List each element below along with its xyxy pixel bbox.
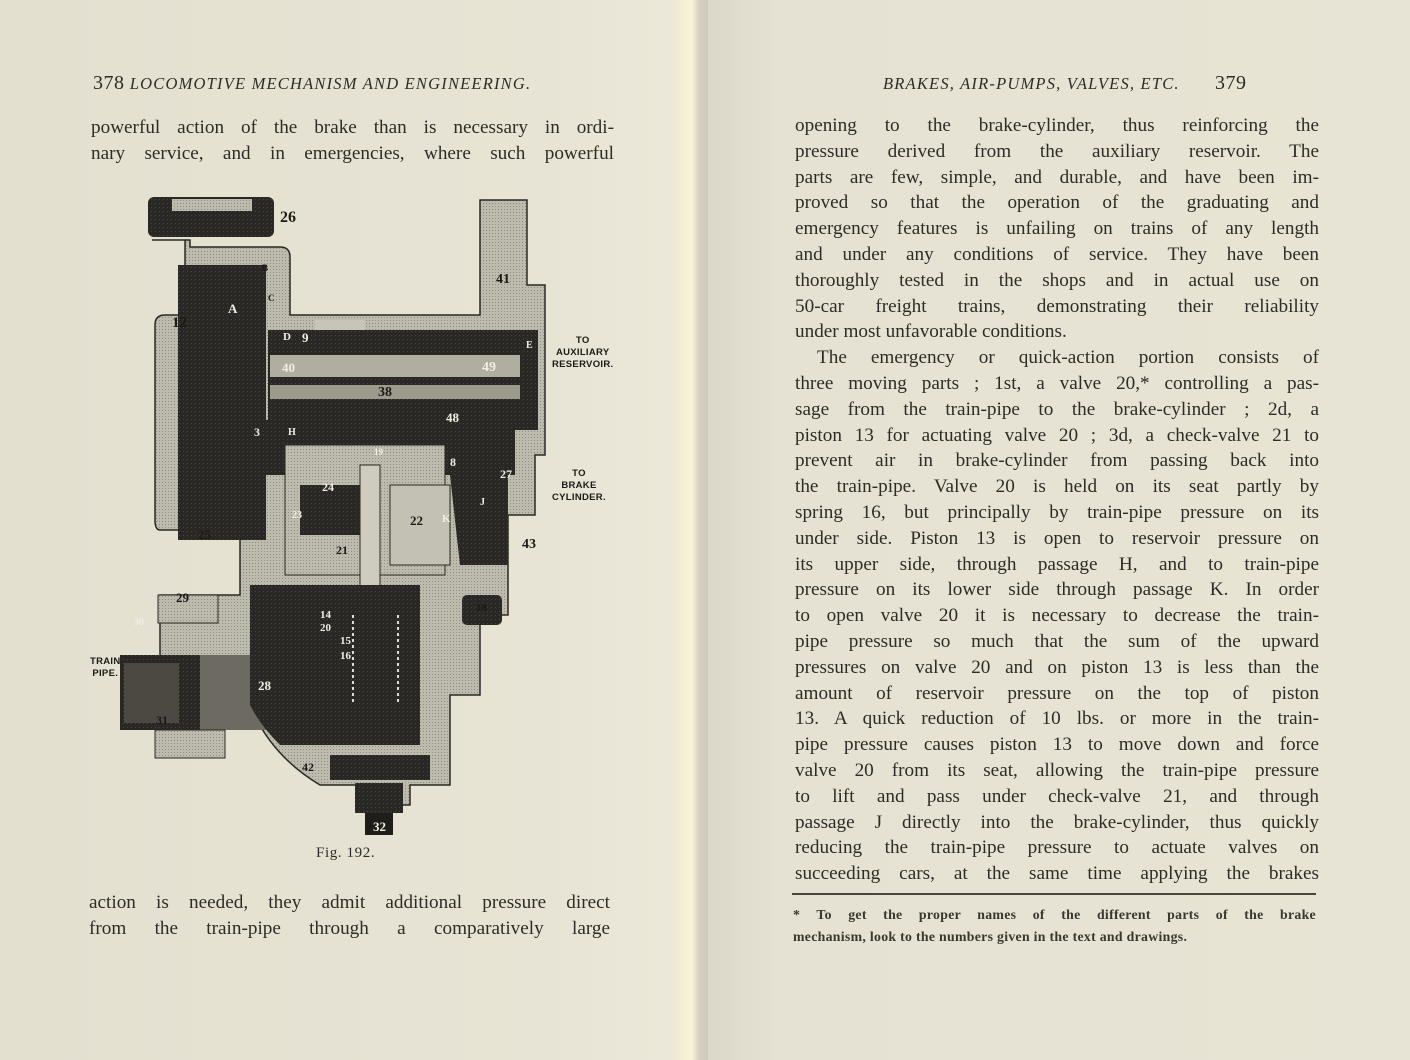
part-label-25: 25 (198, 527, 211, 542)
part-label-26: 26 (280, 209, 296, 226)
part-label-21: 21 (336, 543, 348, 557)
text-line: under most unfavorable conditions. (795, 321, 1067, 343)
text-line: emergency features is unfailing on trains of any length (795, 218, 1319, 240)
part-label-C: C (268, 293, 275, 303)
footnote-divider (792, 893, 1316, 895)
part-label-E: E (526, 340, 533, 351)
figure-192-triple-valve-diagram (90, 185, 630, 845)
part-label-27: 27 (500, 467, 512, 481)
part-label-30: 30 (134, 617, 144, 628)
text-line: The emergency or quick-action portion consists of (817, 347, 1319, 369)
part-label-20: 20 (320, 622, 331, 634)
text-line: prevent air in brake-cylinder from passing back into (795, 450, 1319, 472)
left-bottom-paragraph (89, 890, 610, 942)
text-line: under side. Piston 13 is open to reservoir pressure on (795, 527, 1319, 549)
text-line: from the train-pipe through a comparatively large (89, 917, 610, 939)
part-label-28: 28 (258, 678, 271, 693)
footnote-line: mechanism, look to the numbers given in the text and drawings. (793, 929, 1188, 944)
part-label-29: 29 (176, 590, 189, 605)
text-line: opening to the brake-cylinder, thus reinforcing the (795, 115, 1319, 136)
text-line: reducing the train-pipe pressure to actuate valves on (795, 837, 1319, 859)
footnote-line: * To get the proper names of the different parts of the brake (793, 907, 1316, 922)
text-line: pipe pressure so much that the sum of the upward (795, 630, 1319, 652)
text-line: pressure derived from the auxiliary reservoir. The (795, 140, 1319, 162)
text-line: pipe pressure causes piston 13 to move down and force (795, 734, 1319, 756)
part-label-23: 23 (292, 510, 302, 521)
text-line: amount of reservoir pressure on the top of piston (795, 682, 1319, 704)
part-label-49: 49 (482, 360, 496, 375)
book-gutter (672, 0, 708, 1060)
part-label-15: 15 (340, 635, 351, 647)
text-line: proved so that the operation of the graduating and (795, 192, 1319, 214)
text-line: to lift and pass under check-valve 21, and through (795, 785, 1319, 807)
part-label-40: 40 (282, 360, 295, 375)
part-label-38: 38 (378, 385, 392, 400)
text-line: nary service, and in emergencies, where such powerful (91, 142, 614, 164)
figure-caption: Fig. 192. (316, 845, 376, 861)
part-label-48: 48 (446, 410, 459, 425)
right-running-head (883, 72, 1246, 95)
part-label-D: D (283, 331, 291, 343)
part-label-22: 22 (410, 513, 423, 528)
part-label-A: A (228, 301, 238, 316)
part-label-3: 3 (254, 425, 260, 439)
part-label-9: 9 (302, 330, 309, 345)
text-line: 50-car freight trains, demonstrating their reliability (795, 295, 1319, 317)
right-body-text (795, 113, 1319, 887)
text-line: the train-pipe. Valve 20 is held on its seat partly by (795, 476, 1319, 498)
text-line: and under any conditions of service. They have been (795, 243, 1319, 265)
part-label-31: 31 (156, 713, 168, 727)
part-label-14: 14 (320, 609, 331, 621)
right-running-title: BRAKES, AIR-PUMPS, VALVES, ETC. (883, 74, 1180, 93)
text-line: succeeding cars, at the same time applying the brakes (795, 863, 1319, 885)
left-page-number: 378 (93, 72, 125, 94)
to-auxiliary-reservoir-label: TO AUXILIARY RESERVOIR. (552, 335, 614, 370)
text-line: pressures on valve 20 and on piston 13 is less than the (795, 656, 1319, 678)
part-label-19: 19 (374, 447, 383, 457)
part-label-H: H (288, 427, 296, 438)
text-line: sage from the train-pipe to the brake-cylinder ; 2d, a (795, 398, 1319, 420)
part-label-43: 43 (522, 537, 536, 552)
part-label-24: 24 (322, 480, 334, 494)
part-label-42: 42 (302, 760, 314, 774)
text-line: piston 13 for actuating valve 20 ; 3d, a check-valve 21 to (795, 424, 1319, 446)
text-line: 13. A quick reduction of 10 lbs. or more in the train- (795, 708, 1319, 730)
part-label-B: B (262, 263, 269, 273)
text-line: parts are few, simple, and durable, and have been im- (795, 166, 1319, 188)
text-line: pressure on its lower side through passage K. In order (795, 579, 1319, 601)
right-page-number: 379 (1214, 72, 1247, 94)
text-line: its upper side, through passage H, and to train-pipe (795, 553, 1319, 575)
valve-cross-section-illustration (90, 185, 630, 845)
left-running-head (93, 72, 531, 95)
left-top-paragraph (91, 115, 614, 167)
text-line: three moving parts ; 1st, a valve 20,* controlling a pas- (795, 372, 1319, 394)
text-line: action is needed, they admit additional pressure direct (89, 892, 610, 913)
to-brake-cylinder-label: TO BRAKE CYLINDER. (552, 468, 606, 503)
part-label-J: J (480, 497, 485, 508)
part-label-16: 16 (340, 650, 351, 662)
part-label-32: 32 (373, 819, 386, 834)
left-running-title: LOCOMOTIVE MECHANISM AND ENGINEERING. (129, 74, 532, 93)
text-line: powerful action of the brake than is necessary in ordi- (91, 117, 614, 138)
part-label-18: 18 (476, 602, 487, 614)
train-pipe-label: TRAIN PIPE. (90, 656, 121, 679)
text-line: thoroughly tested in the shops and in actual use on (795, 269, 1319, 291)
part-label-8: 8 (450, 455, 456, 469)
part-label-41: 41 (496, 272, 510, 287)
text-line: spring 16, but principally by train-pipe pressure on its (795, 501, 1319, 523)
part-label-12: 12 (172, 315, 187, 331)
text-line: to open valve 20 it is necessary to decrease the train- (795, 605, 1319, 627)
text-line: valve 20 from its seat, allowing the train-pipe pressure (795, 759, 1319, 781)
part-label-K: K (442, 513, 451, 525)
footnote (793, 904, 1316, 948)
text-line: passage J directly into the brake-cylinder, thus quickly (795, 811, 1319, 833)
